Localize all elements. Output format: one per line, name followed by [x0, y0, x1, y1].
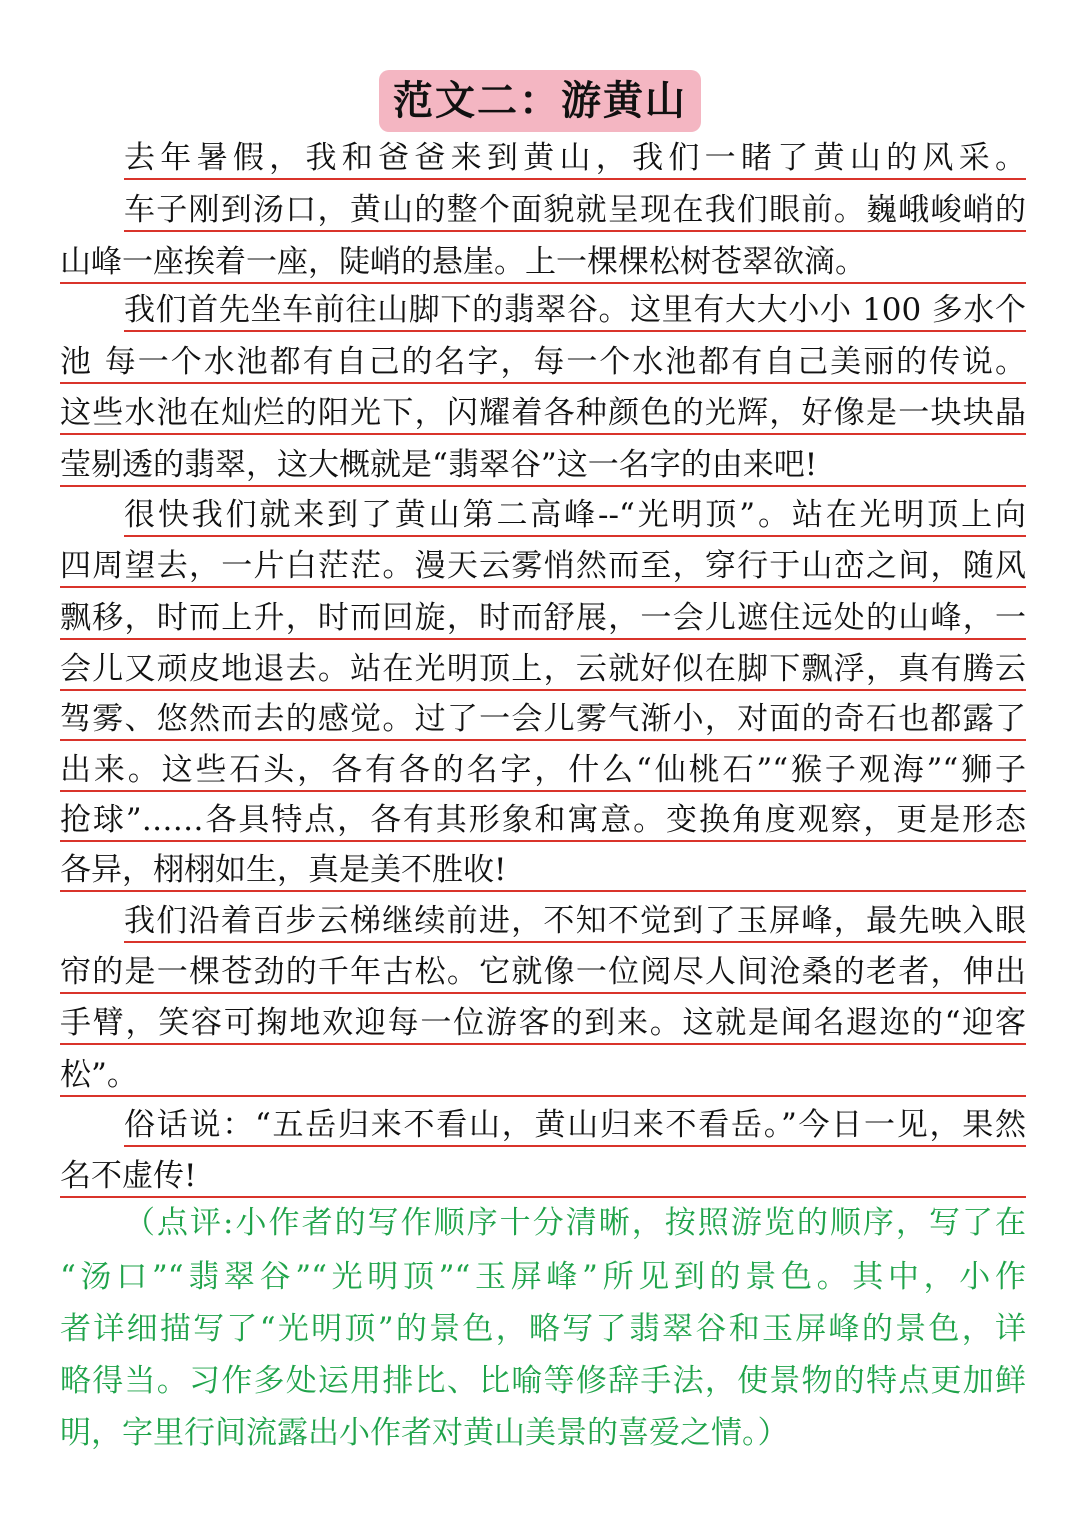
essay-line: 帘的是一棵苍劲的千年古松。它就像一位阅尽人间沧桑的老者，伸出 — [60, 954, 1026, 990]
underline — [60, 840, 1026, 842]
underline — [60, 689, 1026, 691]
essay-line: 我们首先坐车前往山脚下的翡翠谷。这里有大大小小 100 多水个 — [124, 292, 1026, 328]
comment-line: 明，字里行间流露出小作者对黄山美景的喜爱之情。） — [60, 1415, 789, 1451]
underline — [60, 739, 1026, 741]
essay-line: 这些水池在灿烂的阳光下，闪耀着各种颜色的光辉，好像是一块块晶 — [60, 395, 1026, 431]
underline — [124, 941, 1026, 943]
underline — [124, 535, 1026, 537]
underline — [60, 382, 1026, 384]
underline — [60, 586, 1026, 588]
essay-line: 松”。 — [60, 1057, 138, 1093]
underline — [60, 638, 1026, 640]
essay-line: 池 每一个水池都有自己的名字，每一个水池都有自己美丽的传说。 — [60, 344, 1026, 380]
essay-line: 各异，栩栩如生，真是美不胜收! — [60, 852, 507, 888]
underline — [124, 178, 1026, 180]
underline — [124, 330, 1026, 332]
essay-line: 莹剔透的翡翠，这大概就是“翡翠谷”这一名字的由来吧! — [60, 447, 818, 483]
underline — [60, 282, 1026, 284]
essay-line: 很快我们就来到了黄山第二高峰--“光明顶”。站在光明顶上向 — [124, 497, 1026, 533]
comment-line: （点评:小作者的写作顺序十分清晰，按照游览的顺序，写了在 — [124, 1205, 1026, 1241]
essay-line: 车子刚到汤口，黄山的整个面貌就呈现在我们眼前。巍峨峻峭的 — [124, 192, 1026, 228]
comment-line: 略得当。习作多处运用排比、比喻等修辞手法，使景物的特点更加鲜 — [60, 1363, 1026, 1399]
underline — [60, 1043, 1026, 1045]
essay-line: 我们沿着百步云梯继续前进，不知不觉到了玉屏峰，最先映入眼 — [124, 903, 1026, 939]
underline — [124, 230, 1026, 232]
underline — [60, 890, 1026, 892]
essay-line: 飘移，时而上升，时而回旋，时而舒展，一会儿遮住远处的山峰，一 — [60, 600, 1026, 636]
comment-line: “汤口”“翡翠谷”“光明顶”“玉屏峰”所见到的景色。其中，小作 — [60, 1259, 1026, 1295]
essay-line: 驾雾、悠然而去的感觉。过了一会儿雾气渐小，对面的奇石也都露了 — [60, 701, 1026, 737]
comment-line: 者详细描写了“光明顶”的景色，略写了翡翠谷和玉屏峰的景色，详 — [60, 1311, 1026, 1347]
essay-line: 去年暑假，我和爸爸来到黄山，我们一睹了黄山的风采。 — [124, 140, 1026, 176]
essay-line: 抢球”……各具特点，各有其形象和寓意。变换角度观察，更是形态 — [60, 802, 1026, 838]
underline — [60, 992, 1026, 994]
essay-line: 名不虚传! — [60, 1158, 197, 1194]
underline — [124, 1145, 1026, 1147]
essay-title: 范文二：游黄山 — [379, 70, 701, 132]
essay-line: 出来。这些石头，各有各的名字，什么“仙桃石”“猴子观海”“狮子 — [60, 752, 1026, 788]
title-container — [0, 70, 1080, 132]
underline — [60, 1095, 1026, 1097]
essay-line: 手臂，笑容可掬地欢迎每一位游客的到来。这就是闻名遐迩的“迎客 — [60, 1005, 1026, 1041]
underline — [60, 485, 1026, 487]
essay-line: 俗话说：“五岳归来不看山，黄山归来不看岳。”今日一见，果然 — [124, 1107, 1026, 1143]
underline — [60, 790, 1026, 792]
underline — [60, 433, 1026, 435]
essay-line: 四周望去，一片白茫茫。漫天云雾悄然而至，穿行于山峦之间，随风 — [60, 548, 1026, 584]
essay-line: 会儿又顽皮地退去。站在光明顶上，云就好似在脚下飘浮，真有腾云 — [60, 651, 1026, 687]
essay-line: 山峰一座挨着一座，陡峭的悬崖。上一棵棵松树苍翠欲滴。 — [60, 244, 866, 280]
